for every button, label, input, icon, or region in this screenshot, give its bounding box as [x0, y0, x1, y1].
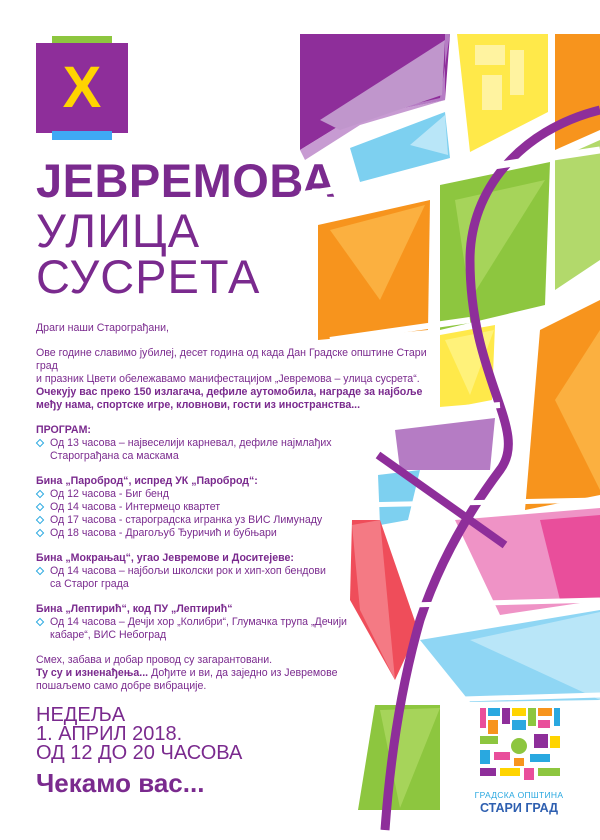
program-heading: ПРОГРАМ:: [36, 424, 91, 436]
list-item-continuation: са Старог града: [50, 578, 129, 590]
list-item: Од 18 часова - Драгољуб Ђуричић и бубњари: [36, 527, 436, 540]
logo-line-1: ГРАДСКА ОПШТИНА: [474, 790, 564, 800]
list-item: Од 14 часова - Интермецо квартет: [36, 501, 436, 514]
diamond-bullet-icon: [36, 567, 44, 575]
badge-numeral: X: [62, 55, 102, 120]
greeting: Драги наши Старограђани,: [36, 322, 169, 334]
stage1-heading: Бина „Парoброд“, испред УК „Пароброд“:: [36, 475, 258, 487]
municipality-logo: [474, 706, 564, 816]
stage3-heading: Бина „Лептирић“, код ПУ „Лептирић“: [36, 603, 233, 615]
diamond-bullet-icon: [36, 439, 44, 447]
list-item: Од 17 часова - старогрaдска игранка уз ВИС Лимунаду: [36, 514, 436, 527]
logo-mark-icon: [474, 706, 564, 788]
list-item: Од 14 часова – Дечји хор „Колибри“, Глумачка трупа „Дечији: [36, 616, 436, 629]
anniversary-badge: [36, 36, 128, 140]
list-item: Од 14 часова – најбољи школски рок и хип-хоп бендови: [36, 565, 436, 578]
shape-lavender-mid: [395, 418, 495, 470]
stage2-heading: Бина „Мокрањац“, угао Јевремове и Доситејеве:: [36, 552, 294, 564]
title-line-2: УЛИЦА: [36, 204, 201, 257]
intro-line-2: и празник Цвети обележавамо манифестацијом „Јевремова – улица сусрета“.: [36, 373, 420, 385]
diamond-bullet-icon: [36, 516, 44, 524]
title-line-3: СУСРЕТА: [36, 250, 261, 303]
event-time: ОД 12 ДО 20 ЧАСОВА: [36, 742, 243, 764]
diamond-bullet-icon: [36, 618, 44, 626]
closing-bold: Ту су и изненађења...: [36, 667, 149, 679]
intro-bold-1: Очекују вас преко 150 излагача, дефиле аутомобила, награде за најбоље: [36, 386, 423, 398]
call-to-action: Чекамо вас...: [36, 768, 205, 798]
intro-line-1: Ове године славимо јубилеј, десет година од када Дан Градске општине Стари град: [36, 347, 427, 372]
diamond-bullet-icon: [36, 490, 44, 498]
diamond-bullet-icon: [36, 503, 44, 511]
list-item: Од 13 часова – највеселији карневал, дефиле најмлађих: [36, 437, 436, 450]
intro-bold-2: међу нама, спортске игре, кловнови, гости из иностранства...: [36, 399, 361, 411]
event-day: НЕДЕЉА: [36, 704, 126, 726]
badge-bottom-bar: [52, 131, 112, 140]
closing-rest: Дођите и ви, да заједно из Јевремове: [148, 667, 338, 679]
closing-line-3: пошаљемо само добре вибрације.: [36, 680, 207, 692]
diamond-bullet-icon: [36, 529, 44, 537]
shape-orange-top-right: [555, 34, 600, 150]
list-item: Од 12 часова - Биг бенд: [36, 488, 436, 501]
list-item-continuation: Старограђана са маскама: [50, 450, 179, 462]
closing-line-1: Смех, забава и добар провод су загарантовани.: [36, 654, 273, 666]
list-item-continuation: кабаре“, ВИС Небоград: [50, 629, 167, 641]
event-date-line: 1. АПРИЛ 2018.: [36, 723, 183, 745]
title-line-1: ЈЕВРЕМОВА: [36, 154, 336, 207]
event-date: [36, 706, 242, 763]
logo-line-2: СТАРИ ГРАД: [479, 801, 559, 815]
